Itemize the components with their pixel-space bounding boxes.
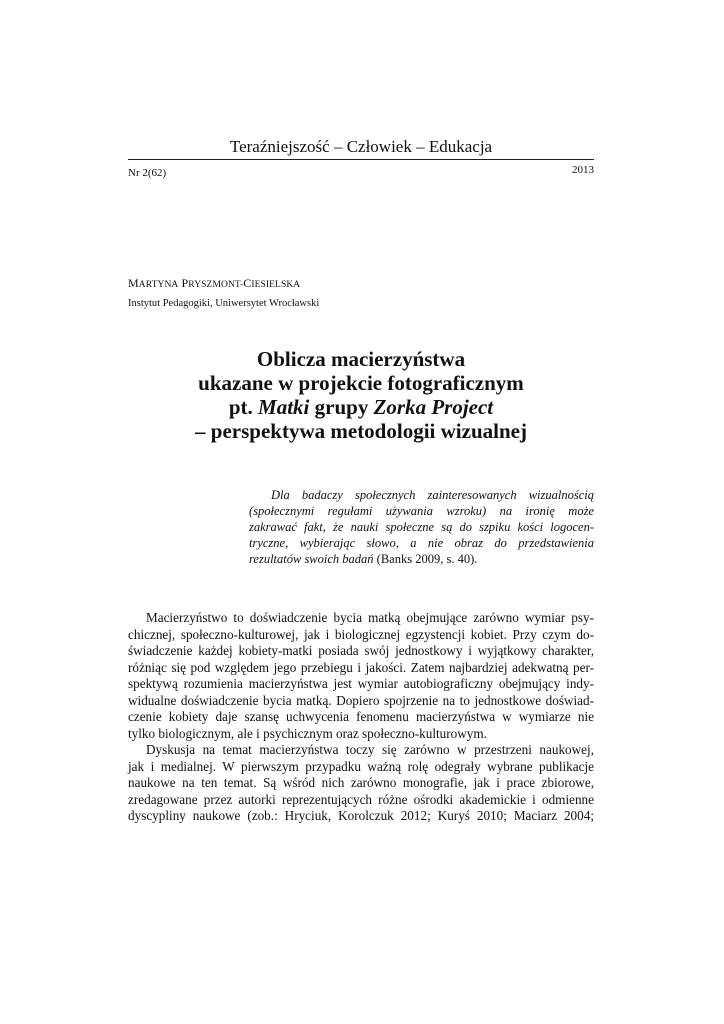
- title-line-3-pre: pt.: [228, 395, 259, 419]
- body-line: czenie kobiety daje szansę uchwycenia fenomenu macierzyństwa w wymiarze nie: [128, 709, 594, 724]
- journal-title: Teraźniejszość – Człowiek – Edukacja: [229, 137, 493, 156]
- title-italic-zorka: Zorka Project: [373, 395, 494, 419]
- epigraph-line: tryczne, wybierając słowo, a nie obraz do przedstawienia: [249, 536, 594, 550]
- header-rule: [128, 159, 594, 160]
- epigraph: [249, 487, 594, 567]
- title-line-3-mid: grupy: [309, 395, 374, 419]
- body-line: dyscypliny naukowe (zob.: Hryciuk, Korolczuk 2012; Kuryś 2010; Maciarz 2004;: [128, 808, 594, 823]
- body-line: różniąc się pod względem jego przebiegu i jakości. Zatem najbardziej adekwatną per-: [128, 659, 594, 675]
- title-line-4: – perspektywa metodologii wizualnej: [195, 419, 527, 443]
- body-line: zredagowane przez autorki reprezentujących różne ośrodki akademickie i odmienne: [128, 791, 594, 807]
- body-text: [128, 610, 594, 825]
- epigraph-line: (społecznymi regułami używania wzroku) na ironię może: [249, 504, 594, 518]
- author-last2-rest: IESIELSKA: [251, 280, 301, 290]
- epigraph-line: zakrawać fakt, że nauki społeczne są do szpiku kości logocen-: [249, 520, 594, 534]
- title-italic-matki: Matki: [258, 395, 310, 419]
- epigraph-last-italic: rezultatów swoich badań: [249, 552, 374, 566]
- epigraph-line: Dla badaczy społecznych zainteresowanych wizualnością: [271, 488, 594, 502]
- publication-year: 2013: [572, 164, 594, 176]
- body-line: tylko biologicznym, ale i psychicznym oraz społeczno-kulturowym.: [128, 725, 487, 741]
- body-line: świadczenie każdej kobiety-matki posiada swój jednostkowy i wyjątkowy charakter,: [128, 643, 594, 658]
- article-title: [128, 347, 594, 443]
- title-line-1: Oblicza macierzyństwa: [256, 347, 466, 371]
- body-line: spektywą rozumienia macierzyństwa jest wymiar autobiograficzny obejmujący indy-: [128, 676, 594, 691]
- title-line-2: ukazane w projekcie fotograficznym: [198, 371, 524, 395]
- author-last-rest: RYSZMONT: [188, 280, 240, 290]
- title-line-3: [128, 395, 594, 419]
- body-line: naukowe na ten temat. Są wśród nich zarówno monografie, jak i prace zbiorowe,: [128, 775, 594, 790]
- epigraph-citation: (Banks 2009, s. 40).: [373, 552, 478, 566]
- author-last2-initial: C: [243, 276, 252, 290]
- epigraph-last-line: [249, 551, 594, 567]
- author-first-initial: M: [128, 276, 139, 290]
- author-last-initial: P: [181, 276, 189, 290]
- body-line: Macierzyństwo to doświadczenie bycia matką obejmujące zarówno wymiar psy-: [146, 610, 594, 625]
- author-name: MARTYNA PRYSZMONT-CIESIELSKA: [128, 276, 301, 290]
- body-line: jak i medialnej. W pierwszym przypadku ważną rolę odegrały wybrane publikacje: [128, 758, 594, 774]
- body-line: Dyskusja na temat macierzyństwa toczy się zarówno w przestrzeni naukowej,: [146, 742, 594, 757]
- author-affiliation: Instytut Pedagogiki, Uniwersytet Wrocławski: [128, 298, 320, 309]
- issue-number: Nr 2(62): [128, 167, 167, 179]
- author-first-rest: ARTYNA: [138, 280, 179, 290]
- body-line: chicznej, społeczno-kulturowej, jak i biologicznej egzystencji kobiet. Przy czym do-: [128, 626, 594, 642]
- body-line: widualne doświadczenie bycia matką. Dopiero spojrzenie na to jednostkowe doświad-: [128, 692, 594, 708]
